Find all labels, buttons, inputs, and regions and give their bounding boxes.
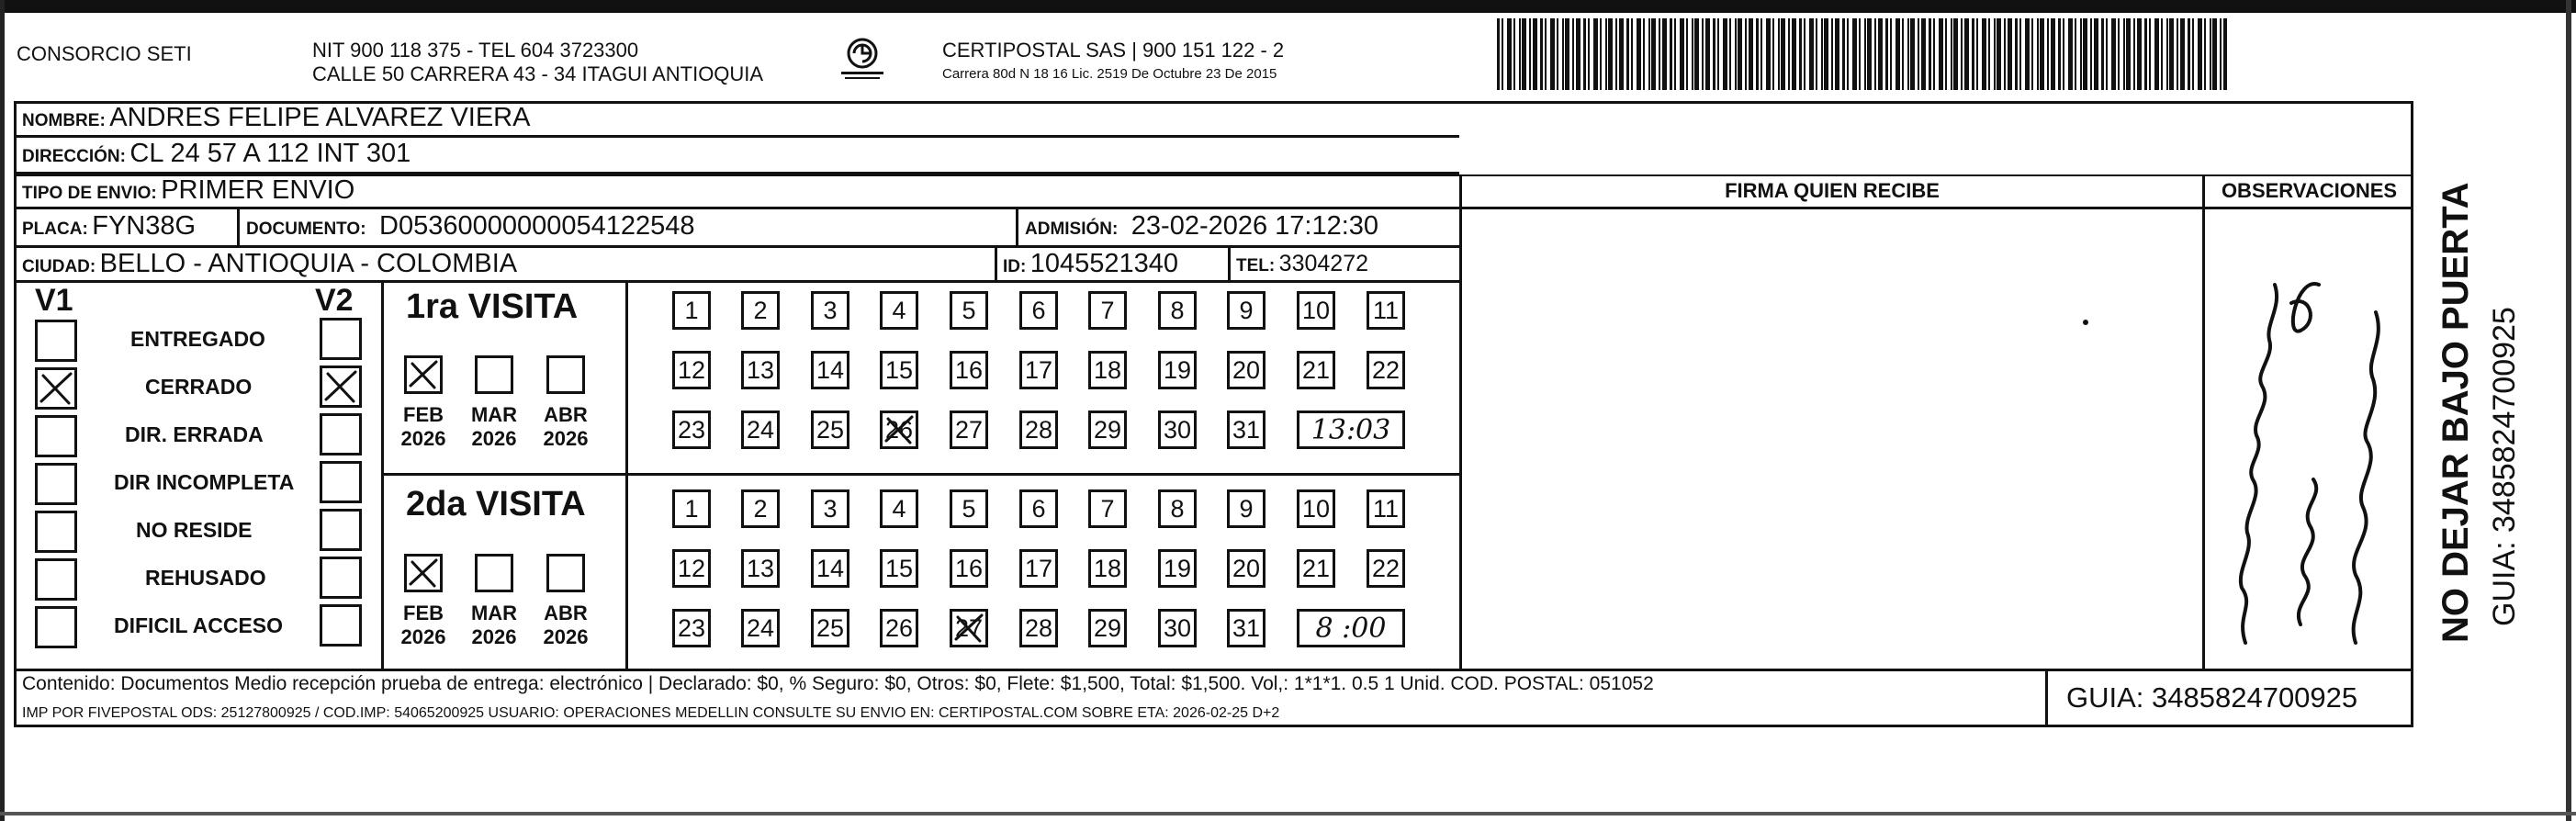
day-box[interactable] [672,410,711,449]
footer-impresion: IMP POR FIVEPOSTAL ODS: 25127800925 / COD.IMP: 54065200925 USUARIO: OPERACIONES MEDELLIN CONSULTE SU ENVIO EN: CERTIPOSTAL.COM SOBRE ETA: 2026-02-25 D+2 [22,705,1280,721]
day-number: 20 [1232,555,1261,582]
v2-checkbox[interactable] [320,318,362,360]
side-guia: GUIA: 3485824700925 [2487,307,2522,626]
firma-header: FIRMA QUIEN RECIBE [1725,179,1940,202]
day-number: 29 [1093,416,1122,444]
day-box[interactable] [811,410,849,449]
day-box[interactable] [1088,351,1127,389]
day-box[interactable] [1158,549,1197,588]
day-box[interactable] [1019,291,1058,330]
day-box[interactable] [741,351,780,389]
tipo-envio-label: TIPO DE ENVIO: [22,184,157,203]
month-checkbox[interactable] [475,355,513,394]
tipo-envio-row [22,175,354,206]
day-number: 21 [1301,555,1331,582]
day-box[interactable] [741,549,780,588]
left-edge [0,0,5,821]
day-box[interactable] [741,410,780,449]
direccion-row [22,139,411,169]
nombre-label: NOMBRE: [22,111,106,130]
status-option-label: DIR INCOMPLETA [114,470,295,494]
carrier-name: CERTIPOSTAL SAS | 900 151 122 - 2 [942,39,1285,62]
status-option-label: CERRADO [145,375,253,399]
day-box[interactable] [950,410,988,449]
day-box[interactable] [1297,489,1335,528]
v2-checkbox[interactable] [320,366,362,408]
day-box[interactable] [1158,291,1197,330]
day-box[interactable] [1158,609,1197,647]
month-year: 2026 [400,427,446,450]
day-box[interactable] [811,609,849,647]
day-box[interactable] [950,291,988,330]
day-box[interactable] [880,291,918,330]
tel-value: 3304272 [1278,251,1368,276]
day-box[interactable] [1158,489,1197,528]
admision-cell [1025,211,1378,242]
month-label [536,602,595,649]
day-number: 9 [1239,297,1254,324]
ciudad-value: BELLO - ANTIOQUIA - COLOMBIA [99,249,518,278]
day-number: 12 [677,356,706,384]
observaciones-handwriting [2209,239,2411,661]
v1-header: V1 [35,283,73,318]
direccion-value: CL 24 57 A 112 INT 301 [129,139,411,168]
visit1-title: 1ra VISITA [406,287,579,326]
day-box[interactable] [950,489,988,528]
day-number: 3 [823,495,838,523]
month-year: 2026 [543,427,589,450]
day-box[interactable] [1019,489,1058,528]
day-box[interactable] [811,291,849,330]
tel-label: TEL: [1236,256,1276,276]
day-number: 31 [1232,416,1261,444]
month-name: ABR [544,403,588,426]
ciudad-row [22,249,517,279]
right-edge [2566,0,2571,821]
day-number: 22 [1371,555,1400,582]
visit-time[interactable]: 8 :00 [1297,609,1405,647]
documento-label: DOCUMENTO: [246,219,366,239]
day-box[interactable] [950,549,988,588]
barcode [1497,18,2227,90]
day-number: 26 [884,416,914,444]
month-name: FEB [403,602,444,624]
day-number: 24 [746,416,775,444]
month-checkbox[interactable] [404,554,443,592]
month-label [536,403,595,451]
day-box[interactable] [1367,351,1405,389]
placa-cell [22,211,196,242]
day-box[interactable] [1158,410,1197,449]
day-box[interactable] [672,291,711,330]
month-checkbox[interactable] [546,355,585,394]
day-box[interactable] [1227,549,1266,588]
status-option-label: ENTREGADO [130,327,265,351]
day-number: 27 [954,614,984,642]
day-box[interactable] [741,291,780,330]
day-number: 5 [962,297,976,324]
day-number: 2 [753,495,768,523]
day-number: 23 [677,416,706,444]
day-box[interactable] [1088,410,1127,449]
day-box[interactable] [1019,549,1058,588]
v2-checkbox[interactable] [320,604,362,647]
month-label [394,403,453,451]
day-number: 22 [1371,356,1400,384]
v2-header: V2 [315,283,354,318]
sender-name: CONSORCIO SETI [17,42,192,65]
day-box[interactable] [880,609,918,647]
observaciones-header: OBSERVACIONES [2221,179,2398,202]
day-box[interactable] [1367,489,1405,528]
day-box[interactable] [1019,410,1058,449]
admision-label: ADMISIÓN: [1025,219,1119,239]
day-box[interactable] [672,489,711,528]
placa-value: FYN38G [92,211,197,241]
month-year: 2026 [543,625,589,648]
day-box[interactable] [950,351,988,389]
month-name: MAR [470,602,518,624]
day-number: 10 [1301,297,1331,324]
status-option-label: DIFICIL ACCESO [114,613,284,637]
month-name: ABR [544,602,588,624]
day-number: 21 [1301,356,1331,384]
day-box[interactable] [1019,609,1058,647]
day-number: 25 [816,614,845,642]
day-box[interactable] [1019,351,1058,389]
day-box[interactable] [1297,549,1335,588]
day-box[interactable] [1088,489,1127,528]
status-option-label: NO RESIDE [136,518,253,542]
v1-checkbox[interactable] [35,463,77,505]
admision-value: 23-02-2026 17:12:30 [1131,211,1379,241]
v1-checkbox[interactable] [35,367,77,410]
day-number: 3 [823,297,838,324]
v1-checkbox[interactable] [35,511,77,553]
nombre-value: ANDRES FELIPE ALVAREZ VIERA [109,103,531,132]
day-number: 27 [954,416,984,444]
day-box[interactable] [672,609,711,647]
day-box[interactable] [1088,609,1127,647]
sender-address: CALLE 50 CARRERA 43 - 34 ITAGUI ANTIOQUIA [312,62,764,85]
day-number: 11 [1372,495,1400,523]
day-box[interactable] [1297,291,1335,330]
day-number: 19 [1163,356,1192,384]
day-number: 8 [1170,297,1185,324]
month-label [394,602,453,649]
day-box[interactable] [741,489,780,528]
day-box[interactable] [811,549,849,588]
day-box[interactable] [811,351,849,389]
day-box[interactable] [1158,351,1197,389]
day-number: 14 [816,555,845,582]
visit-time[interactable]: 13:03 [1297,410,1405,449]
certipostal-logo-icon [838,37,887,84]
footer-contenido: Contenido: Documentos Medio recepción prueba de entrega: electrónico | Declarado: $0, % Seguro: $0, Otros: $0, Flete: $1,500, Total: $1,500. Vol,: 1*1*1. 0.5 1 Unid. COD. POSTAL: 051052 [22,673,1654,694]
day-number: 30 [1163,416,1192,444]
placa-label: PLACA: [22,219,88,239]
day-number: 31 [1232,614,1261,642]
v1-checkbox[interactable] [35,558,77,601]
day-number: 28 [1024,614,1053,642]
day-number: 15 [884,555,914,582]
ciudad-label: CIUDAD: [22,257,96,276]
top-border [0,0,2576,13]
month-checkbox[interactable] [475,554,513,592]
month-name: MAR [470,403,518,426]
nombre-row [22,103,530,133]
v2-checkbox[interactable] [320,461,362,503]
month-name: FEB [403,403,444,426]
v1-checkbox[interactable] [35,320,77,362]
day-box[interactable] [741,609,780,647]
day-number: 24 [746,614,775,642]
day-box[interactable] [880,549,918,588]
month-checkbox[interactable] [546,554,585,592]
month-year: 2026 [400,625,446,648]
month-label [465,403,523,451]
id-value: 1045521340 [1029,249,1179,278]
day-number: 14 [816,356,845,384]
day-box[interactable] [1088,291,1127,330]
v2-checkbox[interactable] [320,509,362,551]
id-cell [1003,249,1178,279]
day-number: 28 [1024,416,1053,444]
day-number: 20 [1232,356,1261,384]
day-number: 12 [677,555,706,582]
day-box[interactable] [1227,609,1266,647]
day-number: 18 [1093,555,1122,582]
day-number: 2 [753,297,768,324]
day-number: 13 [746,555,775,582]
month-year: 2026 [471,625,517,648]
month-checkbox[interactable] [404,355,443,394]
day-box[interactable] [1227,410,1266,449]
month-year: 2026 [471,427,517,450]
day-number: 17 [1024,356,1053,384]
day-number: 30 [1163,614,1192,642]
status-option-label: REHUSADO [145,566,266,590]
day-number: 1 [684,495,699,523]
v1-checkbox[interactable] [35,606,77,648]
day-box[interactable] [880,351,918,389]
day-box[interactable] [811,489,849,528]
day-box[interactable] [1088,549,1127,588]
day-number: 23 [677,614,706,642]
day-number: 11 [1372,297,1400,324]
day-box[interactable] [880,489,918,528]
carrier-address: Carrera 80d N 18 16 Lic. 2519 De Octubre 23 De 2015 [942,66,1277,82]
day-box[interactable] [1227,351,1266,389]
day-box[interactable] [1367,549,1405,588]
v1-checkbox[interactable] [35,415,77,457]
bottom-edge [0,812,2576,815]
v2-checkbox[interactable] [320,557,362,599]
day-number: 26 [884,614,914,642]
ink-dot [2083,320,2088,325]
day-box[interactable] [880,410,918,449]
day-number: 15 [884,356,914,384]
direccion-label: DIRECCIÓN: [22,147,126,166]
day-number: 16 [954,555,984,582]
day-number: 6 [1031,495,1046,523]
footer-guia: GUIA: 3485824700925 [2066,681,2358,714]
day-box[interactable] [1297,351,1335,389]
day-number: 9 [1239,495,1254,523]
visit2-title: 2da VISITA [406,485,586,523]
day-number: 29 [1093,614,1122,642]
day-number: 5 [962,495,976,523]
day-number: 18 [1093,356,1122,384]
day-number: 10 [1301,495,1331,523]
tipo-envio-value: PRIMER ENVIO [161,175,355,205]
day-number: 6 [1031,297,1046,324]
day-box[interactable] [1227,291,1266,330]
day-number: 4 [892,495,906,523]
day-box[interactable] [950,609,988,647]
no-dejar-bajo-puerta: NO DEJAR BAJO PUERTA [2435,182,2476,643]
sender-nit: NIT 900 118 375 - TEL 604 3723300 [312,39,639,62]
day-number: 8 [1170,495,1185,523]
tel-cell [1236,251,1368,277]
day-box[interactable] [1367,291,1405,330]
day-number: 7 [1100,297,1115,324]
documento-cell [246,211,695,242]
id-label: ID: [1003,257,1027,276]
day-number: 17 [1024,555,1053,582]
documento-value: D05360000000054122548 [379,211,695,241]
day-number: 19 [1163,555,1192,582]
day-box[interactable] [672,351,711,389]
day-box[interactable] [1227,489,1266,528]
day-number: 4 [892,297,906,324]
day-number: 7 [1100,495,1115,523]
day-number: 13 [746,356,775,384]
month-label [465,602,523,649]
v2-checkbox[interactable] [320,413,362,455]
day-box[interactable] [672,549,711,588]
status-option-label: DIR. ERRADA [125,422,264,446]
day-number: 16 [954,356,984,384]
day-number: 1 [684,297,699,324]
day-number: 25 [816,416,845,444]
